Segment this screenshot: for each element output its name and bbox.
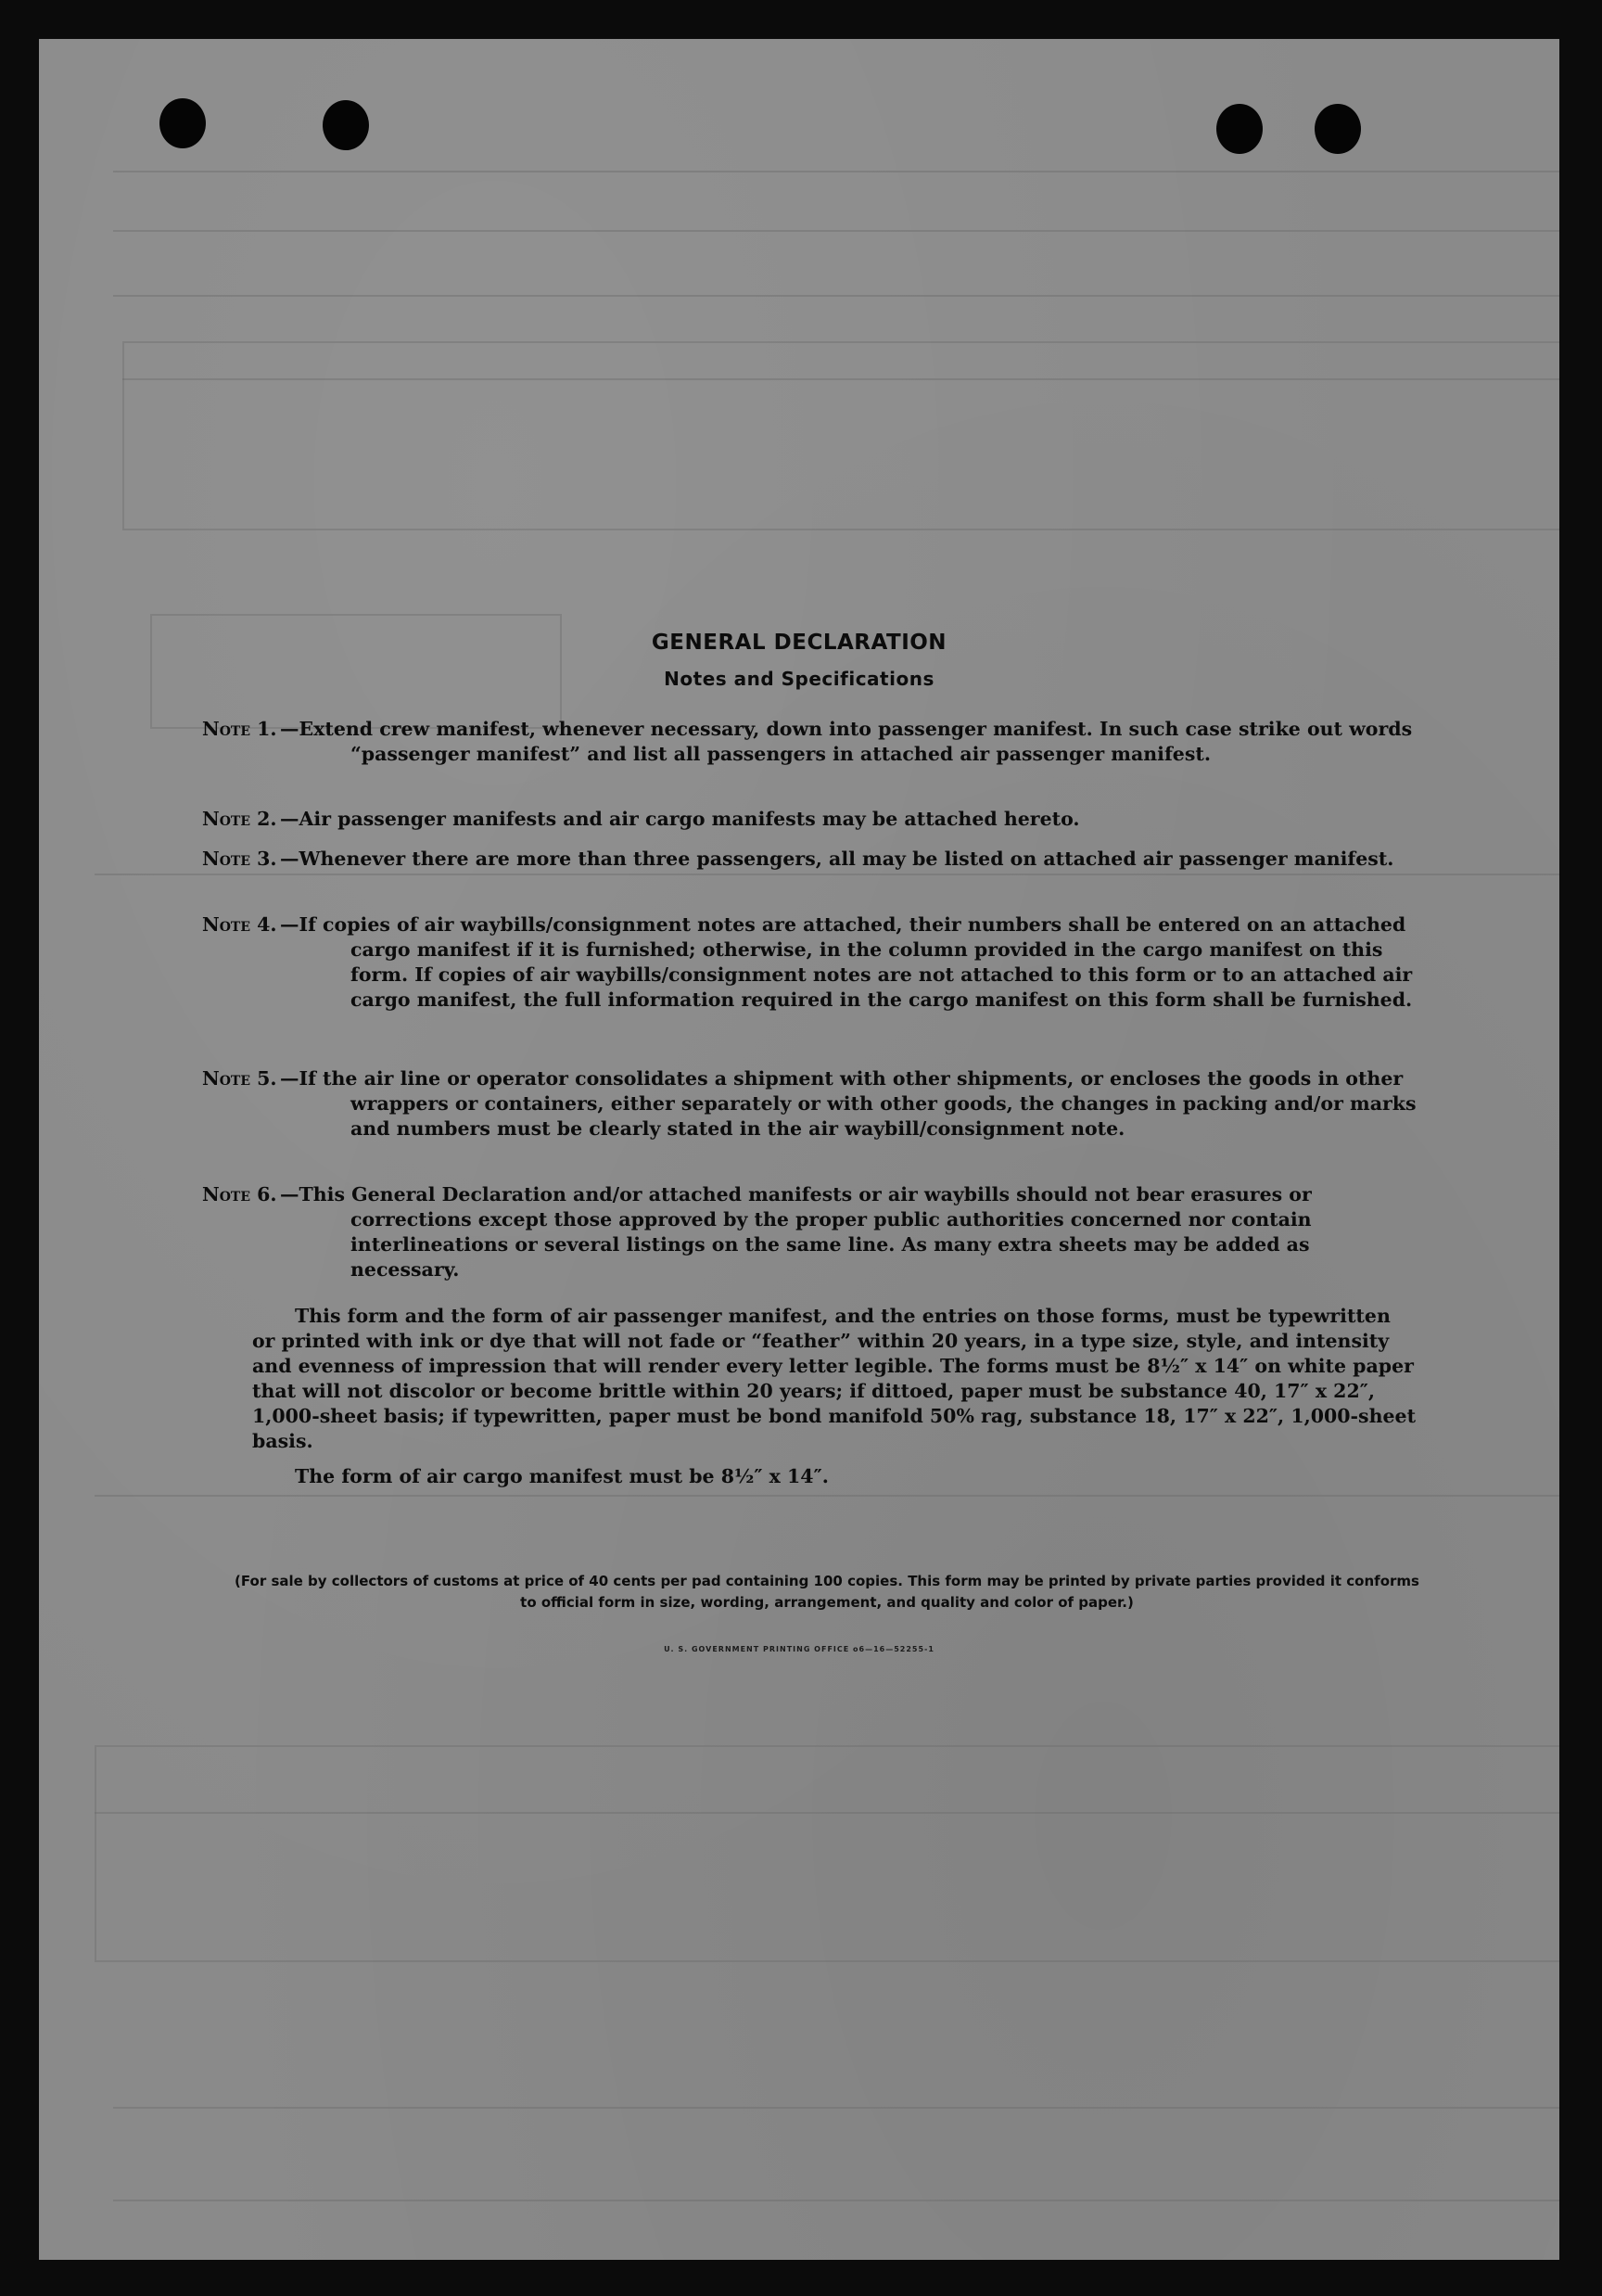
form-specification-paragraph: This form and the form of air passenger manifest, and the entries on those forms, must be typewritten or printed with ink or dye that will not fade or “feather” within 20 years, in a type size, style, and intensity and evenness of impression that will render every letter legible. The forms must be 8½″ x 14″ on white paper that will not discolor or become brittle within 20 years; if dittoed, paper must be substance 40, 17″ x 22″, 1,000-sheet basis; if typewritten, paper must be bond manifold 50% rag, substance 18, 17″ x 22″, 1,000-sheet basis. bbox=[252, 1305, 1417, 1452]
note-text: —If the air line or operator consolidates a shipment with other shipments, or encloses the goods in other wrappers or containers, either separately or with other goods, the changes in packing and/or marks and numbers must be clearly stated in the air waybill/consignment note. bbox=[280, 1067, 1417, 1140]
punch-hole bbox=[159, 98, 206, 148]
note-5 bbox=[202, 1066, 1417, 1142]
note-text: —Extend crew manifest, whenever necessary, down into passenger manifest. In such case strike out words “passenger manifest” and list all passengers in attached air passenger manifest. bbox=[280, 718, 1413, 765]
punch-hole bbox=[323, 100, 369, 150]
bleed-through-line bbox=[95, 1812, 1559, 1814]
bleed-through-line bbox=[113, 2107, 1559, 2109]
note-label: Note 2. bbox=[202, 808, 277, 830]
page-title: GENERAL DECLARATION bbox=[651, 631, 947, 655]
note-text: —This General Declaration and/or attached manifests or air waybills should not bear erasures or corrections except those approved by the proper public authorities concerned nor contain interlineations or several listings on the same line. As many extra sheets may be added as necessary. bbox=[280, 1183, 1312, 1281]
note-label: Note 4. bbox=[202, 913, 277, 936]
page-subtitle: Notes and Specifications bbox=[664, 668, 934, 690]
bleed-through-line bbox=[122, 378, 1559, 380]
bleed-through-line bbox=[113, 2200, 1559, 2201]
note-1 bbox=[202, 717, 1417, 767]
bleed-through-line bbox=[113, 295, 1559, 297]
note-label: Note 5. bbox=[202, 1067, 277, 1090]
note-text: —Air passenger manifests and air cargo manifests may be attached hereto. bbox=[280, 808, 1080, 830]
note-text: —If copies of air waybills/consignment notes are attached, their numbers shall be entered on an attached cargo manifest if it is furnished; otherwise, in the column provided in the cargo manifest on this form. If copies of air waybills/consignment notes are not attached to this form or to an attached air cargo manifest, the full information required in the cargo manifest on this form shall be furnished. bbox=[280, 913, 1413, 1011]
bleed-through-line bbox=[95, 874, 1559, 875]
note-2 bbox=[202, 807, 1417, 832]
note-label: Note 3. bbox=[202, 848, 277, 870]
punch-hole bbox=[1216, 104, 1263, 154]
note-label: Note 1. bbox=[202, 718, 277, 740]
printing-office-line: U. S. GOVERNMENT PRINTING OFFICE o6—16—52255-1 bbox=[664, 1645, 934, 1653]
note-label: Note 6. bbox=[202, 1183, 277, 1205]
bleed-through-line bbox=[95, 1495, 1559, 1497]
document-page bbox=[39, 39, 1559, 2260]
note-6 bbox=[202, 1182, 1417, 1282]
bleed-through-cargo-box bbox=[95, 1745, 1559, 1962]
bleed-through-line bbox=[113, 230, 1559, 232]
bleed-through-itinerary-box bbox=[122, 341, 1559, 530]
bleed-through-line bbox=[113, 171, 1559, 172]
cargo-manifest-size-line: The form of air cargo manifest must be 8½″ x 14″. bbox=[295, 1465, 829, 1487]
note-3 bbox=[202, 847, 1417, 872]
punch-hole bbox=[1315, 104, 1361, 154]
sale-notice: (For sale by collectors of customs at price of 40 cents per pad containing 100 copies. This form may be printed by private parties provided it conforms to official form in size, wording, arrangement, and quality and color of paper.) bbox=[235, 1573, 1419, 1611]
note-4 bbox=[202, 912, 1417, 1013]
note-text: —Whenever there are more than three passengers, all may be listed on attached air passenger manifest. bbox=[280, 848, 1394, 870]
